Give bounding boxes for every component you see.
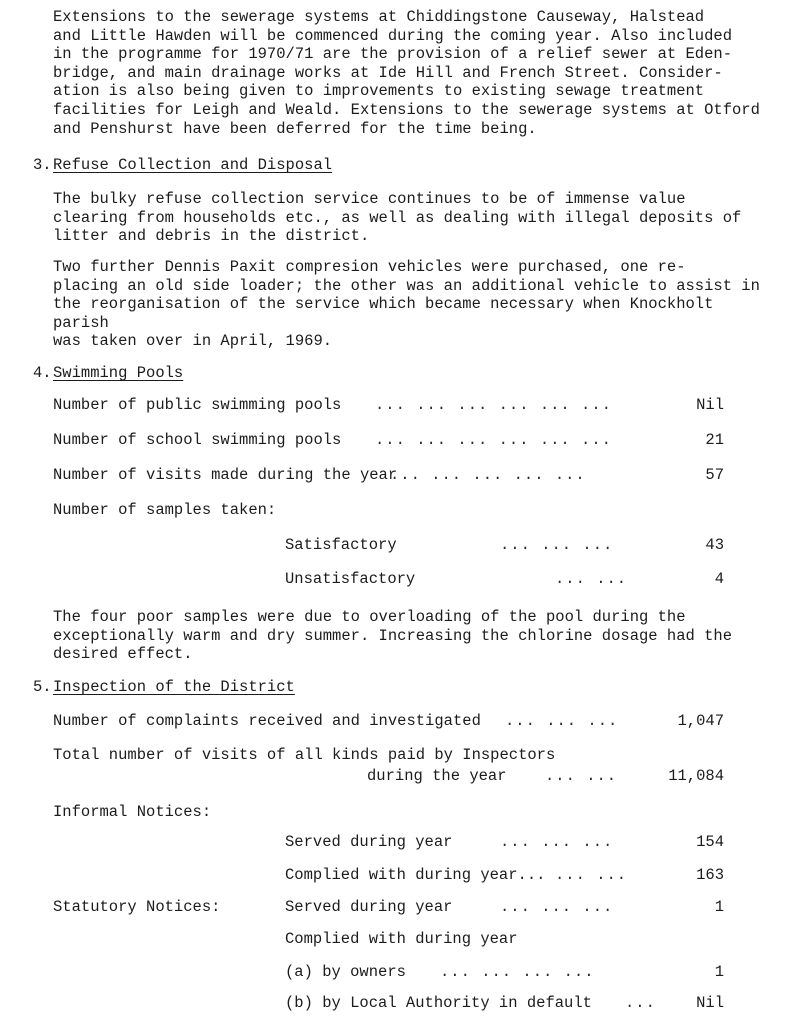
satisfactory-label: Satisfactory (285, 536, 397, 554)
public-pools-label: Number of public swimming pools (53, 396, 342, 414)
section-5-number: 5. (33, 678, 52, 696)
local-authority-value: Nil (696, 994, 724, 1012)
section-4-heading: Swimming Pools (53, 364, 184, 382)
pool-visits-dots: ... ... ... ... ... (390, 466, 586, 484)
local-authority-dots: ... (625, 994, 656, 1012)
informal-notices-label: Informal Notices: (53, 803, 212, 821)
informal-served-label: Served during year (285, 833, 453, 851)
section-3-number: 3. (33, 156, 52, 174)
informal-complied-dots: ... ... (555, 866, 628, 884)
pool-visits-value: 57 (705, 466, 724, 484)
section-4-number: 4. (33, 364, 52, 382)
public-pools-value: Nil (696, 396, 724, 414)
unsatisfactory-dots: ... ... (555, 570, 628, 588)
statutory-served-value: 1 (714, 898, 724, 916)
unsatisfactory-label: Unsatisfactory (285, 570, 416, 588)
samples-label: Number of samples taken: (53, 501, 277, 519)
satisfactory-value: 43 (705, 536, 724, 554)
owners-label: (a) by owners (285, 963, 406, 981)
satisfactory-dots: ... ... ... (500, 536, 614, 554)
school-pools-dots: ... ... ... ... ... ... (375, 431, 612, 449)
complaints-value: 1,047 (677, 712, 724, 730)
visits-value: 11,084 (668, 767, 724, 785)
visits-label-line-2: during the year (367, 767, 507, 785)
complaints-label: Number of complaints received and investigated (53, 712, 481, 730)
section-3-paragraph-2: Two further Dennis Paxit compresion vehicles were purchased, one re- placing an old side loader; the other was an additional vehicle to assist in the reorganisation of the service which became necessary when Knockholt parish was taken over in April, 1969. (53, 258, 760, 351)
section-3-paragraph-1: The bulky refuse collection service continues to be of immense value clearing from households etc., as well as dealing with illegal deposits of litter and debris in the district. (53, 190, 742, 246)
owners-dots: ... ... ... ... (440, 963, 595, 981)
section-3-heading: Refuse Collection and Disposal (53, 156, 333, 174)
statutory-served-label: Served during year (285, 898, 453, 916)
owners-value: 1 (714, 963, 724, 981)
statutory-served-dots: ... ... ... (500, 898, 614, 916)
section-5-heading: Inspection of the District (53, 678, 295, 696)
school-pools-value: 21 (705, 431, 724, 449)
intro-paragraph: Extensions to the sewerage systems at Chiddingstone Causeway, Halstead and Little Hawden will be commenced during the coming year. Also included in the programme for 1970/71 are the provision of a relief sewer at Eden- bridge, and main drainage works at Ide Hill and French Street. Consider- ation is also being given to improvements to existing sewage treatment facilities for Leigh and Weald. Extensions to the sewerage systems at Otford and Penshurst have been deferred for the time being. (53, 8, 760, 138)
statutory-complied-label: Complied with during year (285, 930, 518, 948)
informal-served-dots: ... ... ... (500, 833, 614, 851)
school-pools-label: Number of school swimming pools (53, 431, 342, 449)
public-pools-dots: ... ... ... ... ... ... (375, 396, 612, 414)
complaints-dots: ... ... ... (505, 712, 619, 730)
pool-visits-label: Number of visits made during the year (53, 466, 398, 484)
unsatisfactory-value: 4 (714, 570, 724, 588)
section-4-paragraph: The four poor samples were due to overloading of the pool during the exceptionally warm and dry summer. Increasing the chlorine dosage had the desired effect. (53, 608, 733, 664)
informal-served-value: 154 (696, 833, 724, 851)
visits-label-line-1: Total number of visits of all kinds paid by Inspectors (53, 746, 556, 764)
informal-complied-value: 163 (696, 866, 724, 884)
local-authority-label: (b) by Local Authority in default (285, 994, 592, 1012)
visits-dots: ... ... (545, 767, 618, 785)
informal-complied-label: Complied with during year... (285, 866, 546, 884)
statutory-notices-label: Statutory Notices: (53, 898, 221, 916)
